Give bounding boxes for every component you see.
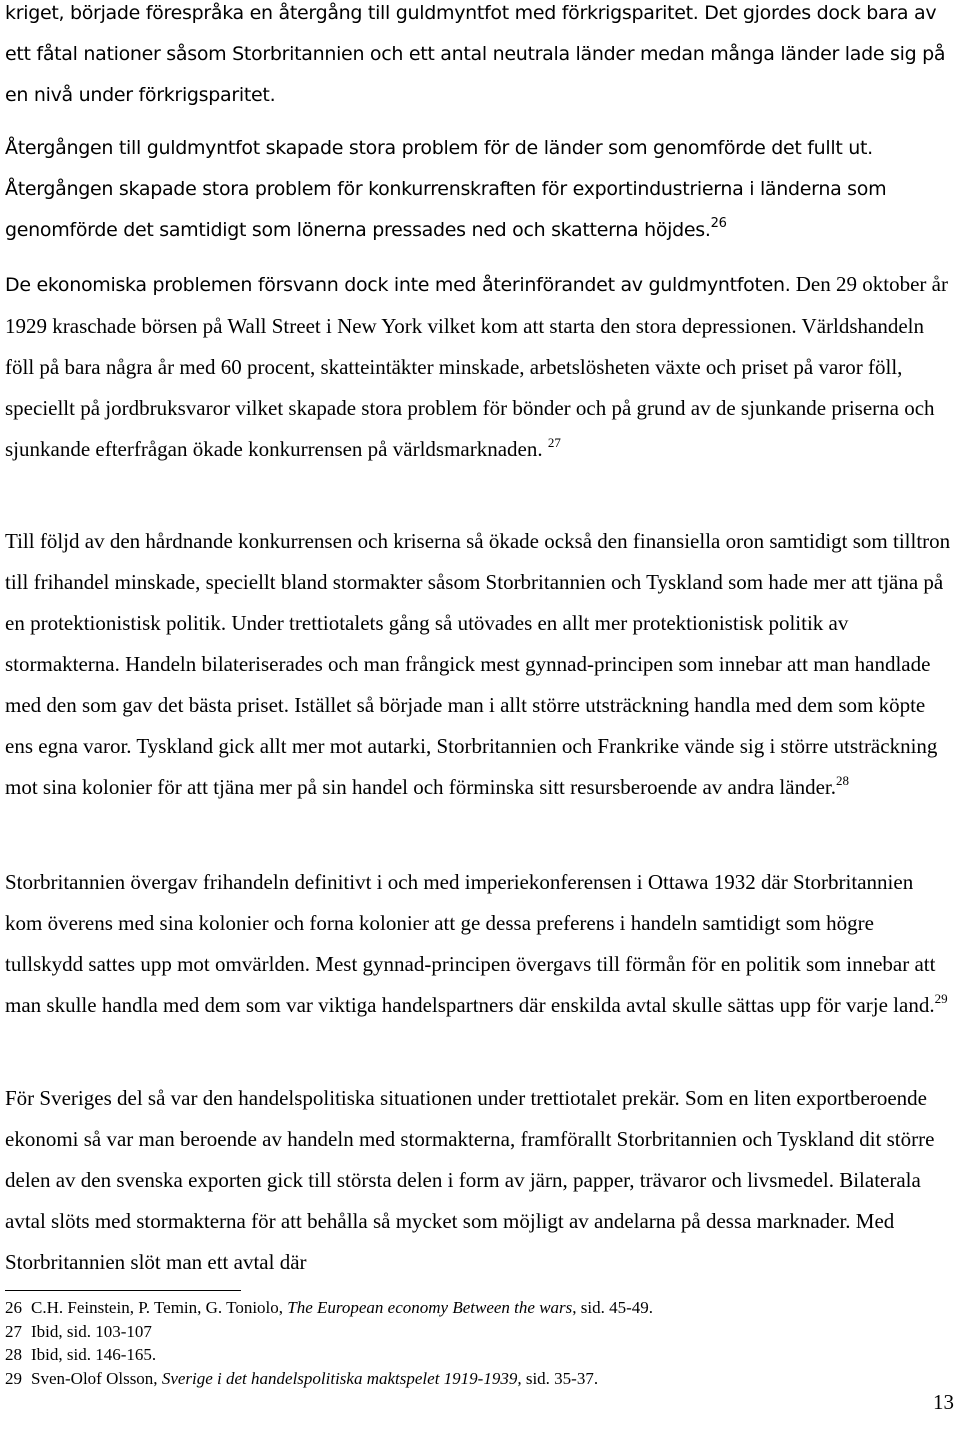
paragraph-4 bbox=[5, 264, 953, 470]
paragraph-6-text: Storbritannien övergav frihandeln definitivt i och med imperiekonferensen i Ottawa 1932 där Storbritannien kom överens med sina kolonier och forna kolonier att ge dessa preferens i handeln samtidigt som högre tullskydd sattes upp mot omvärlden. Mest gynnad-principen övergavs till förmån för en politik som innebar att man skulle handla med dem som var viktiga handelspartners där enskilda avtal skulle sättas upp för varje land. bbox=[5, 870, 936, 1017]
paragraph-4-lead: De ekonomiska problemen försvann dock inte med återinförandet av guldmyntfoten. bbox=[5, 274, 791, 296]
paragraph-5 bbox=[5, 521, 953, 808]
footnote-ref-28[interactable]: 28 bbox=[836, 773, 849, 788]
footnote-ref-27[interactable]: 27 bbox=[547, 435, 561, 450]
footnote-ref-26[interactable]: 26 bbox=[710, 216, 727, 231]
footnote-pages: sid. 35-37. bbox=[521, 1368, 599, 1388]
footnote-separator bbox=[5, 1290, 241, 1291]
footnote-pages: , sid. 45-49. bbox=[572, 1298, 654, 1317]
paragraph-1: kriget, började förespråka en återgång till guldmyntfot med förkrigsparitet. Det gjordes dock bara av ett fåtal nationer såsom Storbritannien och ett antal neutrala länder medan många länder lade sig på en nivå under förkrigsparitet. bbox=[5, 2, 946, 106]
footnote-number: 27 bbox=[5, 1321, 22, 1341]
footnote-ref-29[interactable]: 29 bbox=[934, 991, 948, 1006]
footnote-26 bbox=[5, 1296, 945, 1320]
paragraph-3 bbox=[5, 169, 953, 251]
paragraph-5-text: Till följd av den hårdnande konkurrensen och kriserna så ökade också den finansiella oron samtidigt som tilltron till frihandel minskade, speciellt bland stormakter såsom Storbritannien och Tyskland som hade mer att tjäna på en protektionistisk politik. Under trettiotalets gång så utövades en allt mer protektionistisk politik av stormakterna. Handeln bilateriserades och man frångick mest gynnad-principen som innebar att man handlade med den som gav det bästa priset. Istället så började man i allt större utsträckning handla med dem som köpte ens egna varor. Tyskland gick allt mer mot autarki, Storbritannien och Frankrike vände sig i större utsträckning mot sina kolonier för att tjäna mer på sin handel och förminska sitt resursberoende av andra länder. bbox=[5, 529, 951, 799]
footnotes bbox=[5, 1296, 945, 1390]
paragraph-3-text: Återgången skapade stora problem för konkurrenskraften för exportindustrierna i länderna som genomförde det samtidigt som lönerna pressades ned och skatterna höjdes. bbox=[5, 178, 887, 241]
footnote-28 bbox=[5, 1343, 945, 1367]
footnote-title: The European economy Between the wars bbox=[287, 1298, 573, 1317]
footnote-29 bbox=[5, 1367, 945, 1391]
paragraph-7: För Sveriges del så var den handelspolitiska situationen under trettiotalet prekär. Som en liten exportberoende ekonomi så var man beroende av handeln med stormakterna, framförallt Storbritannien och Tyskland dit större delen av den svenska exporten gick till största delen i form av järn, papper, trävaror och livsmedel. Bilaterala avtal slöts med stormakterna för att behålla så mycket som möjligt av andelarna på dessa marknader. Med Storbritannien slöt man ett avtal där bbox=[5, 1086, 935, 1274]
footnote-27 bbox=[5, 1320, 945, 1344]
page-number: 13 bbox=[933, 1390, 954, 1414]
footnote-title: Sverige i det handelspolitiska maktspelet 1919-1939, bbox=[161, 1368, 522, 1388]
footnote-text: Ibid, sid. 103-107 bbox=[31, 1321, 152, 1341]
footnote-number: 29 bbox=[5, 1368, 22, 1388]
footnote-author: Sven-Olof Olsson, bbox=[31, 1368, 162, 1388]
footnote-text: Ibid, sid. 146-165. bbox=[31, 1345, 157, 1364]
paragraph-6 bbox=[5, 862, 953, 1026]
paragraph-4-text: Den 29 oktober år 1929 kraschade börsen på Wall Street i New York vilket kom att starta den stora depressionen. Världshandeln föll på bara några år med 60 procent, skatteintäkter minskade, arbetslösheten växte och priset på varor föll, speciellt på jordbruksvaror vilket skapade stora problem för bönder och på grund av de sjunkande priserna och sjunkande efterfrågan ökade konkurrensen på världsmarknaden. bbox=[5, 272, 948, 461]
footnote-number: 28 bbox=[5, 1345, 22, 1364]
paragraph-2: Återgången till guldmyntfot skapade stora problem för de länder som genomförde det fullt ut. bbox=[5, 137, 873, 159]
footnote-number: 26 bbox=[5, 1298, 22, 1317]
footnote-author: C.H. Feinstein, P. Temin, G. Toniolo, bbox=[31, 1298, 288, 1317]
